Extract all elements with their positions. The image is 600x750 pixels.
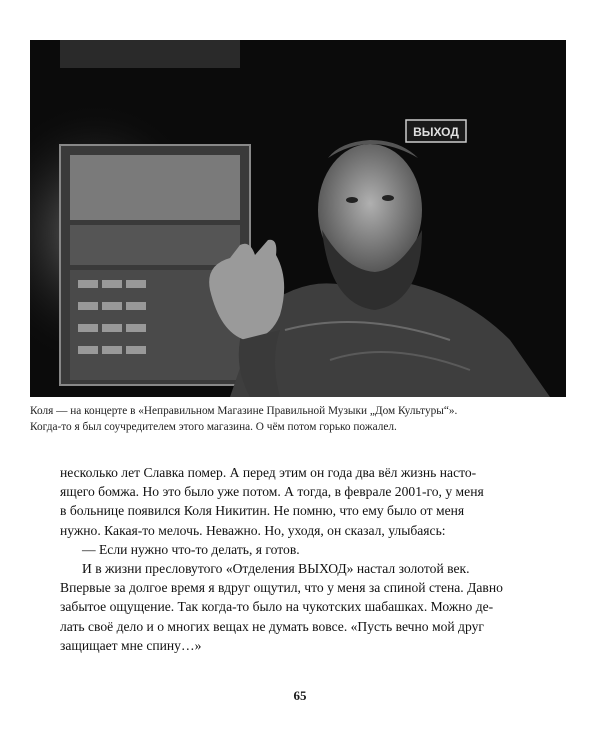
caption-line: Коля — на концерте в «Неправильном Магазине Правильной Музыки „Дом Культуры“». (30, 405, 458, 417)
text-line: защищает мне спину…» (60, 637, 202, 653)
text-line: несколько лет Славка помер. А перед этим он года два вёл жизнь насто- (60, 465, 477, 480)
text-line: забытое ощущение. Так когда-то было на чукотских шабашках. Можно де- (60, 599, 494, 615)
caption-line: Когда-то я был соучредителем этого магазина. О чём потом горько пожалел. (30, 420, 397, 433)
text-line: лать своё дело и о многих вещах не думать вовсе. «Пусть вечно мой друг (60, 618, 484, 634)
text-line: — Если нужно что-то делать, я готов. (82, 541, 300, 557)
photo (30, 40, 566, 397)
photo-caption (30, 404, 570, 435)
text-line: Впервые за долгое время я вдруг ощутил, что у меня за спиной стена. Давно (60, 580, 503, 596)
text-line: нужно. Какая-то мелочь. Неважно. Но, уходя, он сказал, улыбаясь: (60, 522, 446, 538)
text-line: ящего бомжа. Но это было уже потом. А тогда, в феврале 2001-го, у меня (60, 484, 484, 500)
text-line: И в жизни пресловутого «Отделения ВЫХОД» настал золотой век. (82, 561, 470, 577)
page-number: 65 (293, 688, 307, 703)
text-line: в больнице появился Коля Никитин. Не помню, что ему было от меня (60, 503, 465, 519)
portrait-photo-image (30, 40, 566, 397)
body-text (60, 463, 550, 655)
exit-sign-text: ВЫХОД (413, 125, 459, 139)
